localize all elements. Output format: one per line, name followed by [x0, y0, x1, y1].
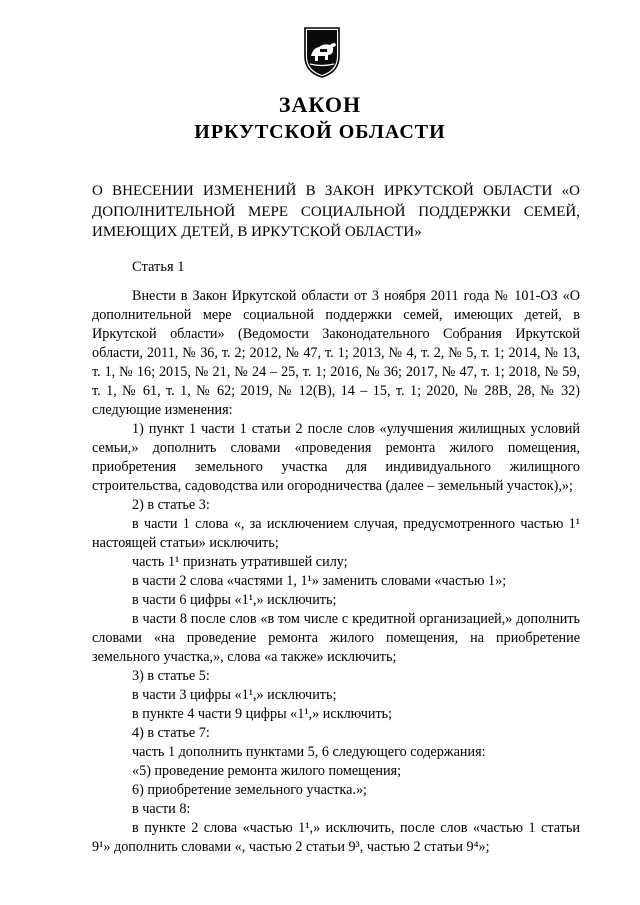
- paragraph: 1) пункт 1 части 1 статьи 2 после слов «улучшения жилищных условий семьи,» дополнить словами «проведения ремонта жилого помещения, приобретения земельного участка для индивидуального жилищного строительства, садоводства или огородничества (далее – земельный участок),»;: [92, 421, 580, 494]
- paragraph: часть 1¹ признать утратившей силу;: [132, 554, 348, 570]
- paragraph: 4) в статье 7:: [132, 725, 210, 741]
- coat-of-arms-icon: [302, 26, 342, 78]
- paragraph: в части 1 слова «, за исключением случая, предусмотренного частью 1¹ настоящей статьи» исключить;: [92, 516, 580, 551]
- paragraph: 3) в статье 5:: [132, 668, 210, 684]
- paragraph: в пункте 4 части 9 цифры «1¹,» исключить;: [132, 706, 393, 722]
- paragraph: 2) в статье 3:: [132, 497, 210, 513]
- paragraph: Внести в Закон Иркутской области от 3 ноября 2011 года № 101-ОЗ «О дополнительной мере социальной поддержки семей, имеющих детей, в Иркутской области» (Ведомости Законодательного Собрания Иркутской области, 2011, № 36, т. 2; 2012, № 47, т. 1; 2013, № 4, т. 2, № 5, т. 1; 2014, № 13, т. 1, № 16; 2015, № 21, № 24 – 25, т. 1; 2016, № 36; 2017, № 47, т. 1; 2018, № 59, т. 1, № 61, т. 1, № 62; 2019, № 12(В), 14 – 15, т. 1; 2020, № 28В, 28, № 32) следующие изменения:: [92, 288, 580, 418]
- law-title: ЗАКОН: [278, 92, 362, 117]
- article-heading: Статья 1: [132, 259, 185, 275]
- paragraph: в части 6 цифры «1¹,» исключить;: [132, 592, 337, 608]
- paragraph: 6) приобретение земельного участка.»;: [132, 782, 367, 798]
- paragraph: в пункте 2 слова «частью 1¹,» исключить, после слов «частью 1 статьи 9¹» дополнить словами «, частью 2 статьи 9³, частью 2 статьи 9⁴»;: [92, 820, 580, 855]
- paragraph: в части 8:: [132, 801, 191, 817]
- paragraph: часть 1 дополнить пунктами 5, 6 следующего содержания:: [132, 744, 486, 760]
- law-region-title: ИРКУТСКОЙ ОБЛАСТИ: [194, 121, 446, 143]
- document-body: [92, 287, 580, 857]
- paragraph: в части 8 после слов «в том числе с кредитной организацией,» дополнить словами «на проведение ремонта жилого помещения, на приобретение земельного участка,», слова «а также» исключить;: [92, 611, 580, 665]
- paragraph: в части 2 слова «частями 1, 1¹» заменить словами «частью 1»;: [132, 573, 507, 589]
- paragraph: «5) проведение ремонта жилого помещения;: [132, 763, 402, 779]
- paragraph: в части 3 цифры «1¹,» исключить;: [132, 687, 337, 703]
- law-subject: О ВНЕСЕНИИ ИЗМЕНЕНИЙ В ЗАКОН ИРКУТСКОЙ ОБЛАСТИ «О ДОПОЛНИТЕЛЬНОЙ МЕРЕ СОЦИАЛЬНОЙ ПОДДЕРЖКИ СЕМЕЙ, ИМЕЮЩИХ ДЕТЕЙ, В ИРКУТСКОЙ ОБЛАСТИ»: [92, 183, 580, 240]
